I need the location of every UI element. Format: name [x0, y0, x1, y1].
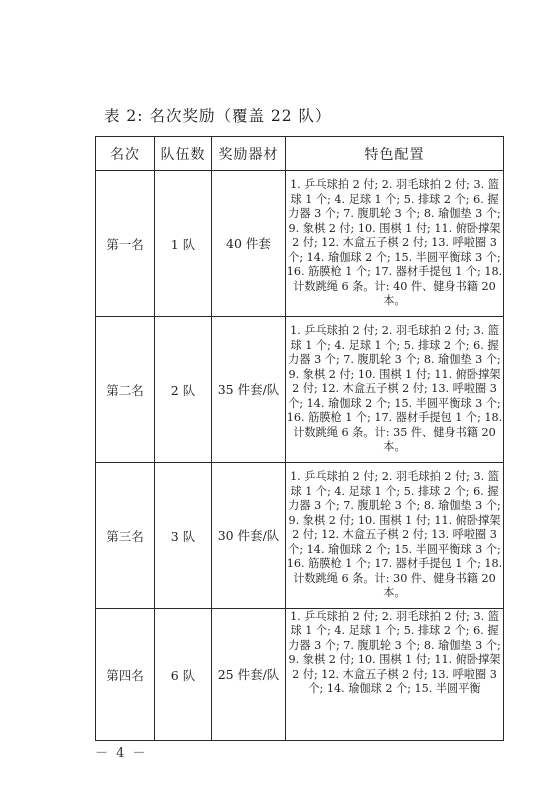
reward-cell: 35 件套/队: [212, 317, 286, 463]
header-reward: 奖励器材: [212, 137, 286, 171]
config-text: 1. 乒乓球拍 2 付; 2. 羽毛球拍 2 付; 3. 篮球 1 个; 4. 足球 1 个; 5. 排球 2 个; 6. 握力器 3 个; 7. 腹肌轮 3 个; 8. 瑜伽垫 3 个; 9. 象棋 2 付; 10. 围棋 1 付; 11. 俯卧撑架 2 付; 12. 木盒五子棋 2 付; 13. 呼啦圈 3 个; 14. 瑜伽球 2 个; 15. 半圆平衡球 3 个; 16. 筋膜枪 1 个; 17. 器材手提包 1 个; 18. 计数跳绳 6 条。计: 35 件、健身书籍 20 本。: [286, 324, 503, 454]
awards-table: [95, 136, 504, 741]
config-text: 1. 乒乓球拍 2 付; 2. 羽毛球拍 2 付; 3. 篮球 1 个; 4. 足球 1 个; 5. 排球 2 个; 6. 握力器 3 个; 7. 腹肌轮 3 个; 8. 瑜伽垫 3 个; 9. 象棋 2 付; 10. 围棋 1 付; 11. 俯卧撑架 2 付; 12. 木盒五子棋 2 付; 13. 呼啦圈 3 个; 14. 瑜伽球 2 个; 15. 半圆平衡球 3 个; 16. 筋膜枪 1 个; 17. 器材手提包 1 个; 18. 计数跳绳 6 条。计: 40 件、健身书籍 20 本。: [286, 178, 503, 308]
config-text: 1. 乒乓球拍 2 付; 2. 羽毛球拍 2 付; 3. 篮球 1 个; 4. 足球 1 个; 5. 排球 2 个; 6. 握力器 3 个; 7. 腹肌轮 3 个; 8. 瑜伽垫 3 个; 9. 象棋 2 付; 10. 围棋 1 付; 11. 俯卧撑架 2 付; 12. 木盒五子棋 2 付; 13. 呼啦圈 3 个; 14. 瑜伽球 2 个; 15. 半圆平衡球 3 个; 16. 筋膜枪 1 个; 17. 器材手提包 1 个; 18. 计数跳绳 6 条。计: 30 件、健身书籍 20 本。: [286, 470, 503, 600]
reward-cell: 25 件套/队: [212, 609, 286, 741]
header-config: 特色配置: [286, 137, 504, 171]
teams-cell: 1 队: [155, 171, 212, 317]
table-row: [96, 317, 504, 463]
reward-cell: 40 件套: [212, 171, 286, 317]
rank-cell: 第二名: [96, 317, 155, 463]
teams-cell: 3 队: [155, 463, 212, 609]
config-cell: [286, 609, 504, 741]
table-header-row: [96, 137, 504, 171]
config-cell: [286, 463, 504, 609]
rank-cell: 第一名: [96, 171, 155, 317]
config-text: 1. 乒乓球拍 2 付; 2. 羽毛球拍 2 付; 3. 篮球 1 个; 4. 足球 1 个; 5. 排球 2 个; 6. 握力器 3 个; 7. 腹肌轮 3 个; 8. 瑜伽垫 3 个; 9. 象棋 2 付; 10. 围棋 1 付; 11. 俯卧撑架 2 付; 12. 木盒五子棋 2 付; 13. 呼啦圈 3 个; 14. 瑜伽球 2 个; 15. 半圆平衡: [288, 609, 501, 696]
rank-cell: 第四名: [96, 609, 155, 741]
table-row: [96, 171, 504, 317]
rank-cell: 第三名: [96, 463, 155, 609]
table-row: [96, 609, 504, 741]
header-teams: 队伍数: [155, 137, 212, 171]
page-number: － 4 －: [95, 746, 148, 761]
config-cell: [286, 317, 504, 463]
table-row: [96, 463, 504, 609]
teams-cell: 2 队: [155, 317, 212, 463]
teams-cell: 6 队: [155, 609, 212, 741]
table-caption: 表 2: 名次奖励（覆盖 22 队）: [104, 107, 332, 125]
config-cell: [286, 171, 504, 317]
header-rank: 名次: [96, 137, 155, 171]
reward-cell: 30 件套/队: [212, 463, 286, 609]
